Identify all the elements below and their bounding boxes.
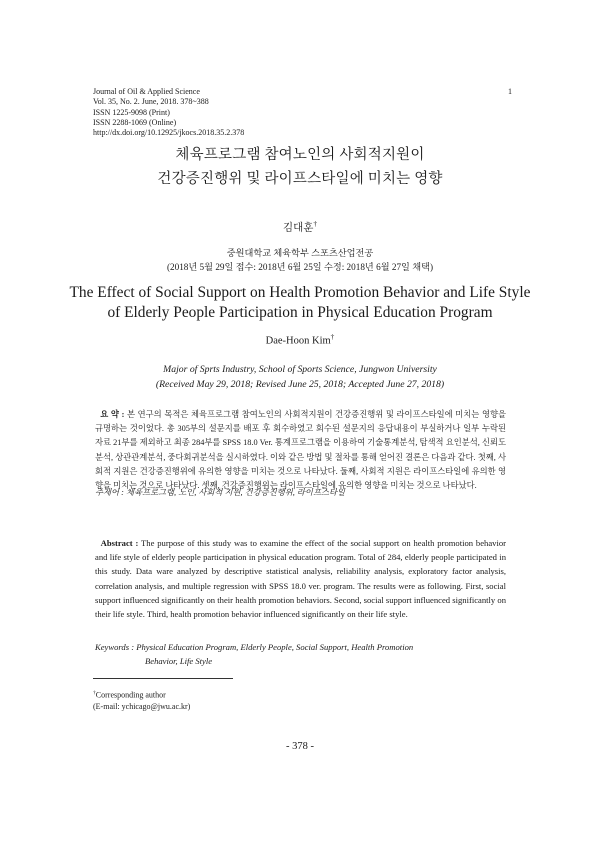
page-number: - 378 - [286, 741, 314, 752]
footnote-email[interactable]: (E-mail: ychicago@jwu.ac.kr) [93, 701, 191, 711]
footnote [93, 688, 190, 712]
english-title [0, 283, 600, 323]
english-author [0, 332, 600, 347]
korean-author-name: 김대훈 [282, 222, 314, 234]
english-abstract-text: The purpose of this study was to examine the effect of the social support on health promotion behavior and life style of elderly people participation in physical education program. Total of 284, elderly people participated in this study. Data ware analyzed by descriptive statistical analysis, reliability analysis, exploratory factor analysis, correlation analysis, and multiple regression with SPSS 18.0 ver. program. The results were as following. First, social support influenced significantly on their health promotion behaviors. Second, social support influenced significantly on their life style. Third, health promotion behavior influenced significantly on their life style. [95, 538, 507, 620]
korean-keywords [95, 486, 506, 498]
footnote-divider [93, 678, 233, 679]
corner-page-number: 1 [508, 87, 512, 96]
doi-link[interactable]: http://dx.doi.org/10.12925/jkocs.2018.35.2.378 [93, 128, 245, 138]
korean-abstract [95, 408, 506, 493]
korean-keywords-label: 주제어 : [95, 488, 124, 497]
korean-abstract-text: 본 연구의 목적은 체육프로그램 참여노인의 사회적지원이 건강증진행위 및 라이프스타일에 미치는 영향을 규명하는 것이었다. 총 305부의 설문지를 배포 후 회수하였고 회수된 설문지의 응답내용이 부실하거나 일부 누락된 자료 21부를 제외하고 최종 284부를 SPSS 18.0 Ver. 통계프로그램을 이용하여 기술통계분석, 탐색적 요인분석, 신뢰도 분석, 상관관계분석, 중다회귀분석을 실시하였다. 이와 같은 방법 및 절차를 통해 얻어진 결론은 다음과 같다. 첫째, 사회적 지원은 건강증진행위에 유의한 영향을 미치는 것으로 나타났다. 둘째, 사회적 지원은 라이프스타일에 유의한 영향을 미치는 것으로 나타났다. 셋째, 건강증진행위는 라이프스타일에 유의한 영향을 미치는 것으로 나타났다. [95, 410, 506, 491]
corresponding-mark-en: † [330, 332, 335, 341]
journal-info [93, 87, 244, 138]
english-affiliation-name: Major of Sprts Industry, School of Sports Science, Jungwon University [163, 364, 437, 375]
korean-title [0, 143, 600, 191]
journal-volume: Vol. 35, No. 2. June, 2018. 378~388 [93, 97, 209, 107]
korean-dates: (2018년 5월 29일 접수: 2018년 6월 25일 수정: 2018년 6월 27일 채택) [166, 262, 434, 272]
korean-title-line2: 건강증진행위 및 라이프스타일에 미치는 영향 [157, 171, 443, 187]
korean-keywords-text: 체육프로그램, 노인, 사회적 지원, 건강증진행위, 라이프스타일 [125, 488, 346, 497]
issn-online: ISSN 2288-1069 (Online) [93, 117, 177, 127]
english-keywords-line2: Behavior, Life Style [145, 656, 213, 667]
english-title-line1: The Effect of Social Support on Health Promotion Behavior and Life Style [69, 284, 531, 301]
english-affiliation [0, 362, 600, 392]
english-abstract [95, 536, 506, 621]
korean-abstract-label: 요 약 : [100, 410, 125, 419]
korean-affiliation-name: 중원대학교 체육학부 스포츠산업전공 [226, 248, 374, 258]
korean-affiliation [0, 246, 600, 274]
korean-title-line1: 체육프로그램 참여노인의 사회적지원이 [175, 147, 425, 163]
journal-name: Journal of Oil & Applied Science [93, 87, 200, 96]
footnote-corresponding: Corresponding author [95, 690, 166, 700]
english-keywords-label: Keywords : [95, 642, 135, 652]
english-title-line2: of Elderly People Participation in Physical Education Program [107, 304, 493, 321]
issn-print: ISSN 1225-9098 (Print) [93, 107, 170, 117]
korean-author [0, 219, 600, 235]
english-keywords-line1: Physical Education Program, Elderly People, Social Support, Health Promotion [136, 642, 414, 652]
english-author-name: Dae-Hoon Kim [265, 335, 331, 347]
footnote-mark: † [93, 690, 96, 696]
english-dates: (Received May 29, 2018; Revised June 25, 2018; Accepted June 27, 2018) [155, 379, 445, 390]
english-abstract-label: Abstract : [100, 538, 139, 548]
corresponding-mark: † [313, 219, 318, 228]
english-keywords [95, 640, 506, 668]
